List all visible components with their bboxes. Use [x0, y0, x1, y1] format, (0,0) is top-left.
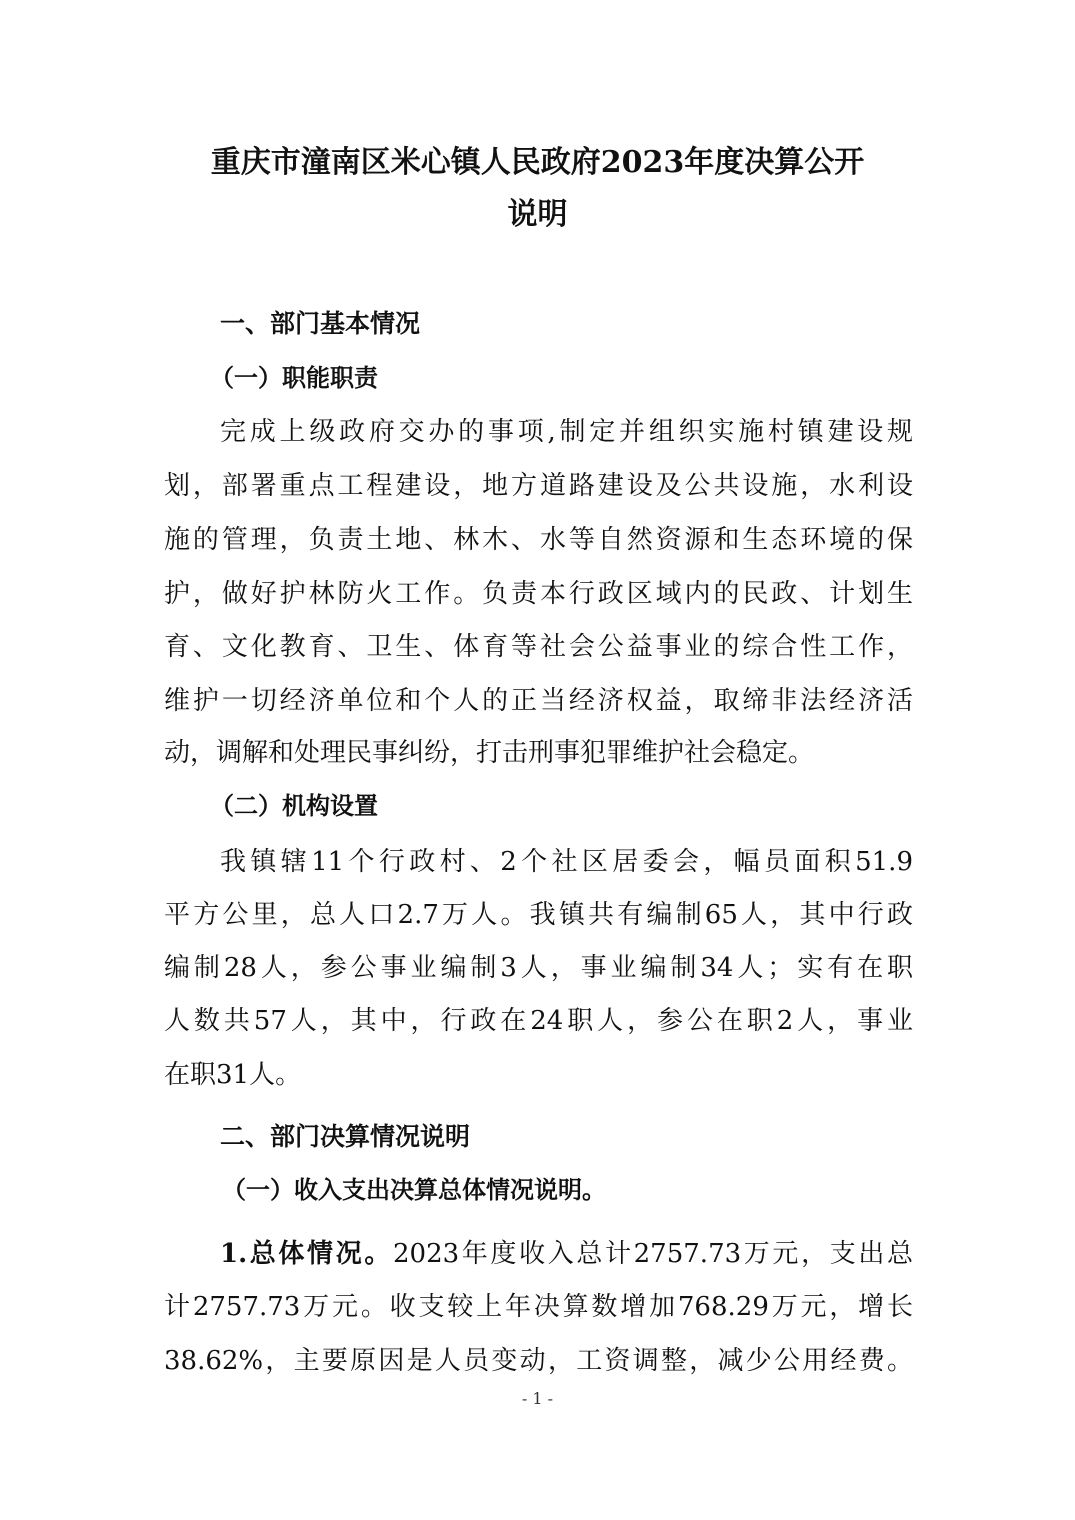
- document-title-line-2: 说明: [507, 197, 568, 232]
- paragraph-line: 38.62%，主要原因是人员变动，工资调整，减少公用经费。: [164, 1346, 913, 1376]
- paragraph-line: 计2757.73万元。收支较上年决算数增加768.29万元，增长: [164, 1292, 913, 1322]
- paragraph-line: 编制28人，参公事业编制3人，事业编制34人；实有在职: [164, 953, 913, 983]
- paragraph-text: 2023年度收入总计2757.73万元，支出总: [392, 1239, 913, 1269]
- section-1-sub-2-heading: （二）机构设置: [210, 792, 378, 820]
- section-2-sub-1-heading: （一）收入支出决算总体情况说明。: [222, 1176, 606, 1204]
- paragraph-line: 动，调解和处理民事纠纷，打击刑事犯罪维护社会稳定。: [164, 738, 815, 768]
- paragraph-line: 平方公里，总人口2.7万人。我镇共有编制65人，其中行政: [164, 900, 913, 930]
- section-1-sub-1-heading: （一）职能职责: [210, 364, 378, 392]
- paragraph-line: 我镇辖11个行政村、2个社区居委会，幅员面积51.9: [220, 847, 913, 877]
- paragraph-line: 在职31人。: [164, 1060, 302, 1090]
- paragraph-line: 人数共57人，其中，行政在24职人，参公在职2人，事业: [164, 1006, 913, 1036]
- paragraph-line-with-lead: [220, 1234, 913, 1274]
- paragraph-line: 施的管理，负责土地、林木、水等自然资源和生态环境的保: [164, 525, 913, 555]
- paragraph-line: 护，做好护林防火工作。负责本行政区域内的民政、计划生: [164, 579, 913, 609]
- section-1-heading: 一、部门基本情况: [220, 309, 421, 338]
- section-2-heading: 二、部门决算情况说明: [220, 1122, 471, 1151]
- paragraph-line: 划，部署重点工程建设，地方道路建设及公共设施，水利设: [164, 471, 913, 501]
- paragraph-line: 育、文化教育、卫生、体育等社会公益事业的综合性工作，: [164, 632, 913, 662]
- page-number: - 1 -: [521, 1389, 554, 1408]
- paragraph-line: 完成上级政府交办的事项,制定并组织实施村镇建设规: [220, 417, 913, 447]
- paragraph-line: 维护一切经济单位和个人的正当经济权益，取缔非法经济活: [164, 686, 913, 716]
- document-title-line-1: 重庆市潼南区米心镇人民政府2023年度决算公开: [210, 145, 865, 180]
- paragraph-lead: 1.总体情况。: [220, 1239, 393, 1269]
